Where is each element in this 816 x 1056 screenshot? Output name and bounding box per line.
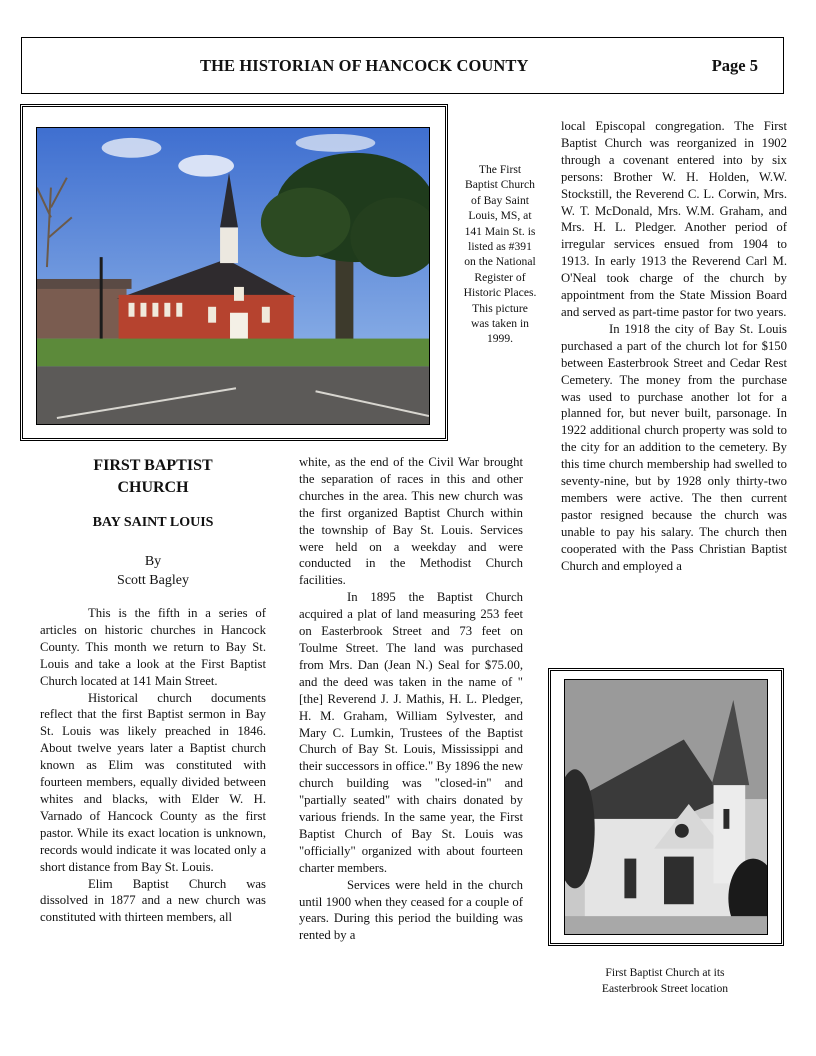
photo1-caption: The First Baptist Church of Bay Saint Louis, MS, at 141 Main St. is listed as #391 on the National Register of Historic Places. This picture was taken in 1999. xyxy=(463,163,537,346)
article-subtitle: BAY SAINT LOUIS xyxy=(92,515,214,530)
article-title-line2: CHURCH xyxy=(117,479,189,496)
church-photo-1999 xyxy=(20,104,448,441)
photo2-caption-line2: Easterbrook Street location xyxy=(601,982,729,995)
byline-author: Scott Bagley xyxy=(117,573,189,588)
byline xyxy=(40,552,266,590)
article-paragraph: local Episcopal congregation. The First Baptist Church was reorganized in 1902 through a covenant entered into by six persons: Brother W. H. Holden, W.W. Stockstill, the Reverend C. L. Corwin, Mrs. W. T. McDonald, Mrs. W.M. Graham, and Mrs. H. L. Pledger. Another period of irregular services ensued from 1904 to 1913. In early 1913 the Reverend Carl M. O'Neal took charge of the church by appointment from the State Mission Board and served as part-time pastor for two years. xyxy=(561,119,787,319)
article-title-line1: FIRST BAPTIST xyxy=(93,457,213,474)
article-paragraph: In 1895 the Baptist Church acquired a plat of land measuring 253 feet on Easterbrook Street and 73 feet on Toulme Street. The land was purchased from Mrs. Dan (Jean N.) Seal for $75.00, and the deed was taken in the name of "[the] Reverend J. J. Mathis, H. L. Pledger, H. M. Graham, William Sylvester, and Mary C. Lumkin, Trustees of the Baptist Church of Bay St. Louis, Mississippi and their successors in office." By 1896 the new church building was "closed-in" and "partially seated" with chairs donated by various friends. In the same year, the First Baptist Church of Bay St. Louis was "officially" organized with about fourteen charter members. xyxy=(299,590,523,875)
article-paragraph: white, as the end of the Civil War brought the separation of races in this and other churches in the area. This new church was the first organized Baptist Church within the township of Bay St. Louis. Services were held on a weekday and were conducted in the Methodist Church facilities. xyxy=(299,455,523,588)
article-paragraph: In 1918 the city of Bay St. Louis purchased a part of the church lot for $150 between Easterbrook Street and Cedar Rest Cemetery. The money from the purchase was used to purchase another lot for a planned for, but never built, parsonage. In 1922 additional church property was sold to the city for an addition to the cemetery. By this time church membership had swelled to seventy-nine, but by 1928 only thirty-two members were active. The then current pastor resigned because the church was unable to pay his salary. The church then cooperated with the Pass Christian Baptist Church and employed a xyxy=(561,321,787,573)
article-paragraph: This is the fifth in a series of articles on historic churches in Hancock County. This month we return to Bay St. Louis and take a look at the First Baptist Church located at 141 Main Street. xyxy=(40,606,266,688)
article-column-3 xyxy=(561,118,787,574)
page-number: Page 5 xyxy=(711,56,758,75)
church-photo-easterbrook xyxy=(548,668,784,946)
photo2-caption-line1: First Baptist Church at its xyxy=(605,966,725,979)
article-paragraph: Services were held in the church until 1900 when they ceased for a couple of years. During this period the building was rented by a xyxy=(299,877,523,943)
newsletter-title: THE HISTORIAN OF HANCOCK COUNTY xyxy=(200,56,529,75)
article-column-1 xyxy=(40,605,266,926)
byline-by: By xyxy=(144,554,162,569)
article-title xyxy=(40,455,266,499)
article-column-2 xyxy=(299,454,523,944)
article-paragraph: Historical church documents reflect that the first Baptist sermon in Bay St. Louis was likely preached in 1846. About twelve years later a Baptist church known as Elim was constituted with fourteen members, equally divided between whites and blacks, with Elder W. H. Varnado of Hancock County as the first pastor. While its exact location is unknown, records would indicate it was located only a short distance from Bay St. Louis. xyxy=(40,690,266,874)
page-header xyxy=(21,37,784,94)
photo2-caption xyxy=(560,965,770,997)
article-paragraph: Elim Baptist Church was dissolved in 1877 and a new church was constituted with thirteen members, all xyxy=(40,876,266,925)
